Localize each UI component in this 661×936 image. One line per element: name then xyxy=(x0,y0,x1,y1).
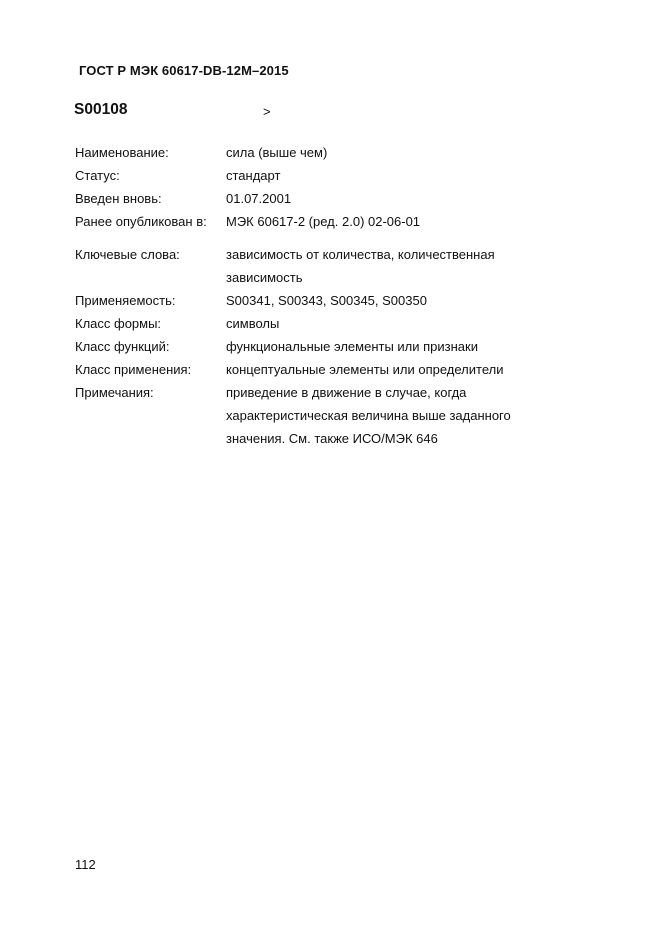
field-label: Примечания: xyxy=(75,385,154,400)
field-label: Наименование: xyxy=(75,145,169,160)
field-label: Класс применения: xyxy=(75,362,192,377)
field-function-class xyxy=(75,335,536,358)
field-value: сила (выше чем) xyxy=(226,145,328,160)
field-value: зависимость от количества, количественная зависимость xyxy=(226,247,495,285)
field-value: приведение в движение в случае, когда характеристическая величина выше заданного значения. См. также ИСО/МЭК 646 xyxy=(226,385,511,446)
field-status xyxy=(75,164,536,187)
field-label: Класс функций: xyxy=(75,339,170,354)
field-label: Класс формы: xyxy=(75,316,162,331)
field-label: Ключевые слова: xyxy=(75,247,180,262)
field-value: МЭК 60617-2 (ред. 2.0) 02-06-01 xyxy=(226,214,421,229)
field-applicability xyxy=(75,289,536,312)
field-value: S00341, S00343, S00345, S00350 xyxy=(226,293,427,308)
field-introduced xyxy=(75,187,536,210)
field-value: концептуальные элементы или определители xyxy=(226,362,504,377)
field-value: символы xyxy=(226,316,280,331)
field-label: Статус: xyxy=(75,168,120,183)
field-label: Ранее опубликован в: xyxy=(75,214,207,229)
page-number: 112 xyxy=(75,857,96,872)
field-label: Введен вновь: xyxy=(75,191,162,206)
field-keywords xyxy=(75,243,536,289)
field-value: функциональные элементы или признаки xyxy=(226,339,478,354)
field-shape-class xyxy=(75,312,536,335)
symbol-code: S00108 xyxy=(74,101,128,118)
field-value: стандарт xyxy=(226,168,281,183)
field-value: 01.07.2001 xyxy=(226,191,292,206)
field-previously-published xyxy=(75,210,536,233)
document-header: ГОСТ Р МЭК 60617-DB-12M–2015 xyxy=(79,63,289,78)
field-application-class xyxy=(75,358,536,381)
symbol-glyph: > xyxy=(263,104,271,119)
field-label: Применяемость: xyxy=(75,293,176,308)
field-name xyxy=(75,141,536,164)
field-notes xyxy=(75,381,536,450)
